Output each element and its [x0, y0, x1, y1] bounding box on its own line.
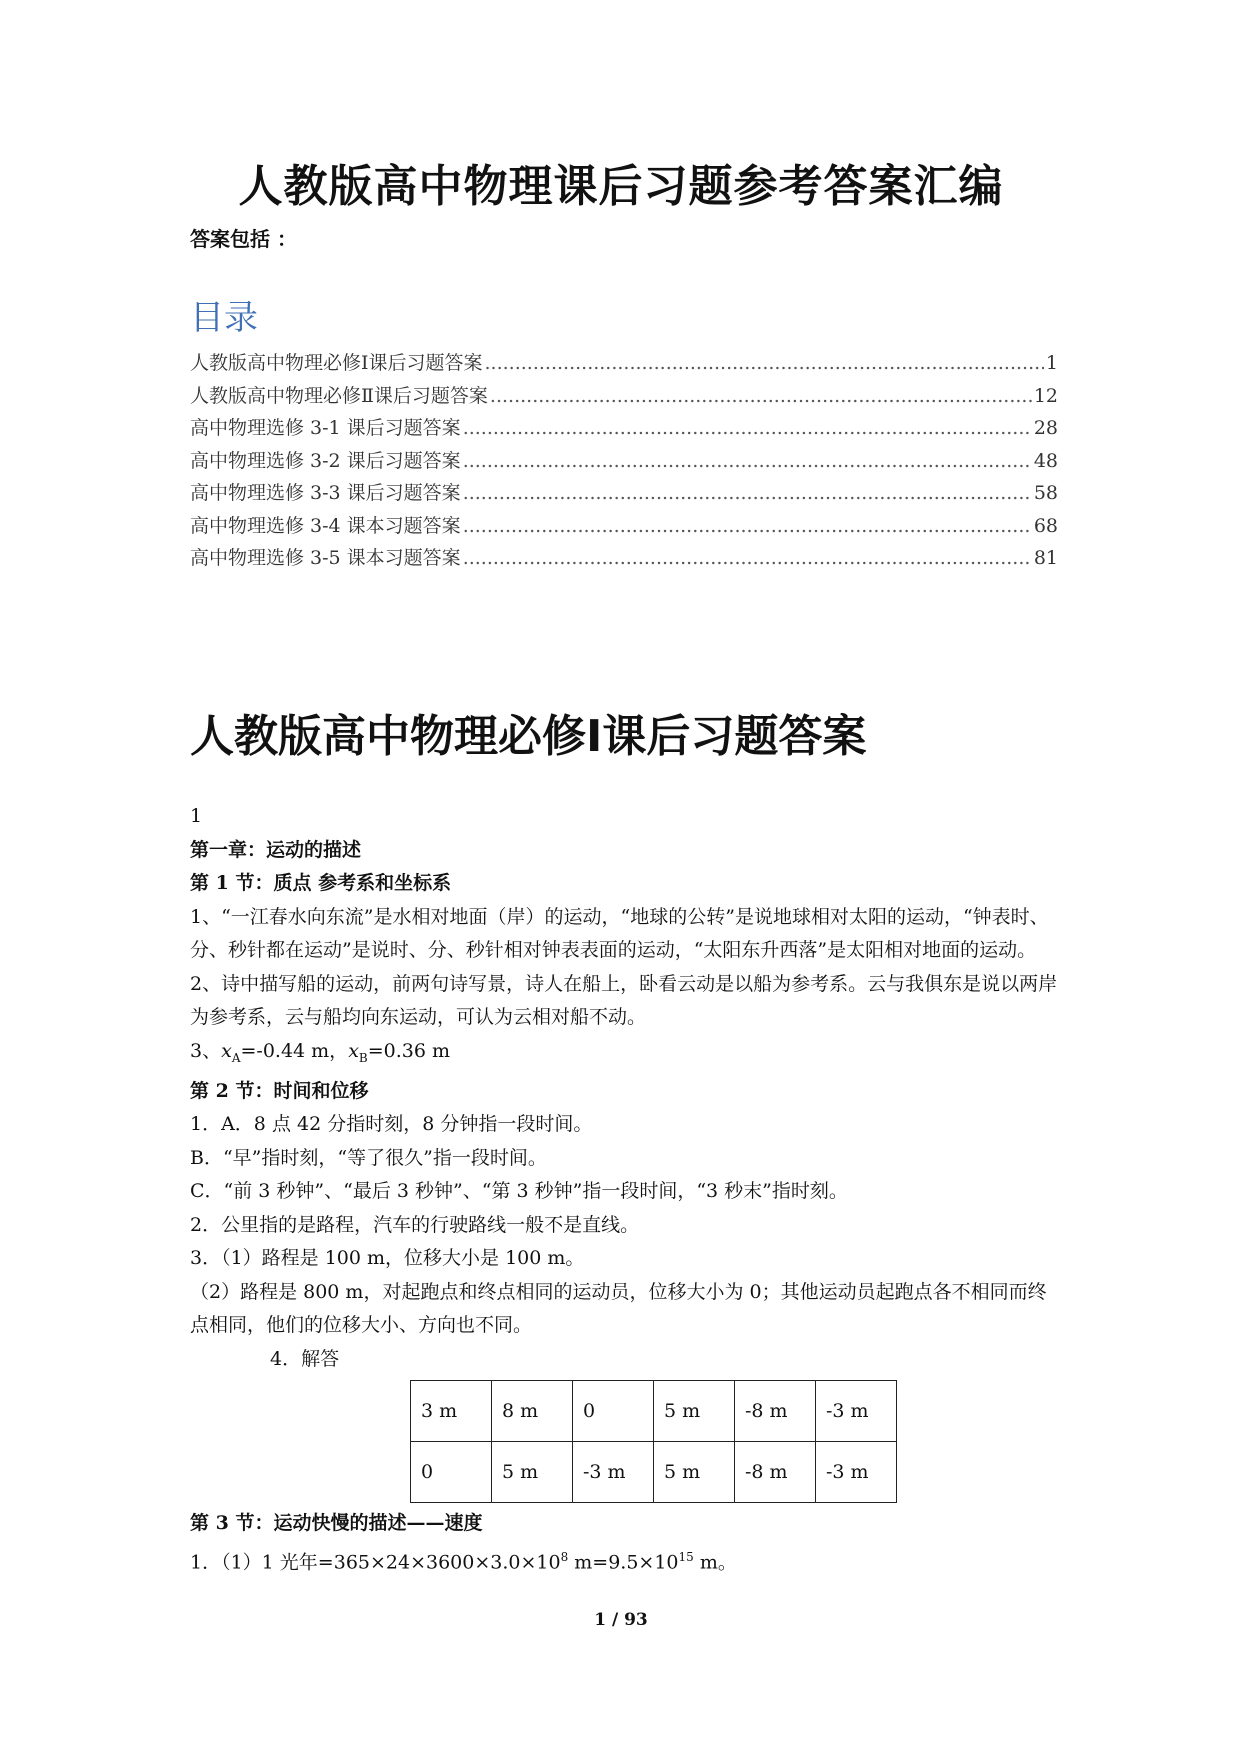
exponent-b: 15 [678, 1549, 694, 1564]
table-cell: 3 m [411, 1381, 492, 1442]
table-cell: -3 m [816, 1442, 897, 1503]
subsection-heading-1: 第 1 节：质点 参考系和坐标系 [190, 872, 452, 894]
toc-leader-dots [463, 515, 1032, 537]
table-cell: -3 m [816, 1381, 897, 1442]
exponent-a: 8 [560, 1549, 569, 1564]
xa-subscript: A [231, 1050, 241, 1065]
light-year-text-c: m。 [693, 1551, 737, 1574]
q3-prefix: 3、 [190, 1039, 222, 1062]
answer-s2-line: 3．（1）路程是 100 m，位移大小是 100 m。 [190, 1247, 585, 1270]
answer-table [410, 1380, 897, 1503]
toc-leader-dots [485, 352, 1044, 374]
subsection-heading-3: 第 3 节：运动快慢的描述——速度 [190, 1512, 483, 1535]
answer-s1-q1: 1、“一江春水向东流”是水相对地面（岸）的运动，“地球的公转”是说地球相对太阳的运动，“钟表时、分、秒针都在运动”是说时、分、秒针相对钟表表面的运动，“太阳东升西落”是太阳相对地面的运动。 [190, 905, 1049, 961]
xb-value: =0.36 m [367, 1039, 451, 1062]
toc-item-label: 高中物理选修 3-5 课本习题答案 [190, 547, 461, 569]
toc-item[interactable] [190, 511, 1058, 544]
toc-item[interactable] [190, 543, 1058, 576]
table-row [411, 1442, 897, 1503]
section-title: 人教版高中物理必修Ⅰ课后习题答案 [190, 711, 867, 762]
toc-item-label: 人教版高中物理必修Ⅱ课后习题答案 [190, 384, 488, 407]
toc-item[interactable] [190, 413, 1058, 446]
toc-item[interactable] [190, 446, 1058, 479]
light-year-text-b: m=9.5×10 [568, 1551, 679, 1574]
answer-s2-line: B．“早”指时刻，“等了很久”指一段时间。 [190, 1146, 547, 1169]
table-of-contents [190, 348, 1058, 576]
toc-item-label: 高中物理选修 3-4 课本习题答案 [190, 514, 461, 537]
toc-item-label: 高中物理选修 3-2 课后习题答案 [190, 449, 461, 472]
toc-item-page: 28 [1033, 417, 1058, 439]
table-cell: 0 [573, 1381, 654, 1442]
xb-variable: x [348, 1039, 359, 1062]
toc-leader-dots [463, 450, 1032, 472]
table-cell: -3 m [573, 1442, 654, 1503]
section-body [190, 800, 1058, 1580]
toc-item-label: 人教版高中物理必修Ⅰ课后习题答案 [190, 352, 483, 374]
toc-item-page: 1 [1045, 352, 1058, 374]
xa-value: =-0.44 m， [240, 1039, 349, 1062]
document-title: 人教版高中物理课后习题参考答案汇编 [238, 161, 1004, 212]
table-cell: 5 m [492, 1442, 573, 1503]
toc-leader-dots [463, 417, 1032, 439]
toc-leader-dots [490, 385, 1032, 407]
light-year-text-a: 1．（1）1 光年=365×24×3600×3.0×10 [190, 1551, 561, 1574]
toc-item-page: 12 [1033, 384, 1058, 407]
toc-item[interactable] [190, 478, 1058, 511]
toc-item-label: 高中物理选修 3-3 课后习题答案 [190, 482, 461, 504]
xa-variable: x [221, 1039, 232, 1062]
page-indicator: 1 / 93 [594, 1610, 648, 1630]
answer-s2-line: C．“前 3 秒钟”、“最后 3 秒钟”、“第 3 秒钟”指一段时间，“3 秒末”指时刻。 [190, 1180, 848, 1203]
toc-item-page: 48 [1033, 449, 1058, 472]
table-cell: 5 m [654, 1442, 735, 1503]
answer-s3-q1 [190, 1541, 1058, 1580]
table-row [411, 1381, 897, 1442]
toc-leader-dots [463, 547, 1032, 569]
toc-item-page: 81 [1033, 547, 1058, 569]
answer-s2-line: 1．A．8 点 42 分指时刻，8 分钟指一段时间。 [190, 1113, 593, 1136]
page-mark: 1 [190, 805, 203, 827]
table-cell: 5 m [654, 1381, 735, 1442]
toc-item-page: 68 [1033, 514, 1058, 537]
toc-leader-dots [463, 482, 1032, 504]
answer-s2-line: （2）路程是 800 m，对起跑点和终点相同的运动员，位移大小为 0；其他运动员起跑点各不相同而终点相同，他们的位移大小、方向也不同。 [190, 1280, 1047, 1337]
toc-item[interactable] [190, 381, 1058, 414]
toc-heading: 目录 [190, 298, 258, 338]
table-cell: -8 m [735, 1381, 816, 1442]
answer-s1-q3 [190, 1035, 1058, 1075]
toc-item-page: 58 [1033, 482, 1058, 504]
table-cell: 8 m [492, 1381, 573, 1442]
chapter-heading: 第一章：运动的描述 [190, 838, 362, 861]
includes-label: 答案包括 ： [190, 227, 297, 251]
xb-subscript: B [358, 1050, 368, 1065]
answer-s2-q4-label: 4．解答 [270, 1347, 340, 1370]
toc-item[interactable] [190, 348, 1058, 381]
table-cell: -8 m [735, 1442, 816, 1503]
subsection-heading-2: 第 2 节：时间和位移 [190, 1079, 369, 1102]
table-cell: 0 [411, 1442, 492, 1503]
answer-s2-line: 2．公里指的是路程，汽车的行驶路线一般不是直线。 [190, 1213, 640, 1236]
answer-s1-q2: 2、诗中描写船的运动，前两句诗写景，诗人在船上，卧看云动是以船为参考系。云与我俱东是说以两岸为参考系，云与船均向东运动，可认为云相对船不动。 [190, 972, 1058, 1028]
toc-item-label: 高中物理选修 3-1 课后习题答案 [190, 417, 461, 439]
